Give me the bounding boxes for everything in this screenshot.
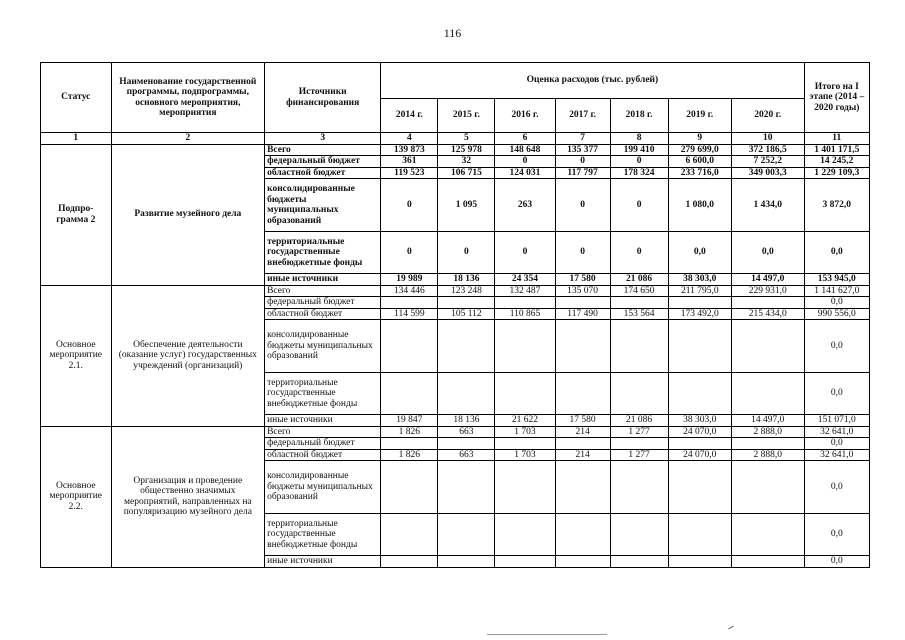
funding-source: областной бюджет (265, 167, 381, 179)
year-value: 148 648 (495, 144, 555, 156)
year-value: 233 716,0 (668, 167, 731, 179)
year-value: 349 003,3 (731, 167, 804, 179)
year-value (668, 373, 731, 415)
year-value (438, 320, 495, 373)
total-value: 0,0 (804, 320, 869, 373)
year-value: 2 888,0 (731, 449, 804, 461)
funding-source: федеральный бюджет (265, 297, 381, 309)
year-value (555, 514, 610, 556)
section-name: Развитие музейного дела (111, 144, 265, 285)
total-value: 1 401 171,5 (804, 144, 869, 156)
funding-source: консолидированные бюджеты муниципальных образований (265, 461, 381, 514)
funding-source: федеральный бюджет (265, 156, 381, 168)
table-row (41, 285, 870, 297)
year-value: 1 080,0 (668, 179, 731, 232)
year-value: 0 (555, 179, 610, 232)
year-value: 663 (438, 449, 495, 461)
year-value (555, 556, 610, 568)
total-value: 0,0 (804, 232, 869, 274)
year-value (668, 438, 731, 450)
table-row (41, 426, 870, 438)
year-value (731, 556, 804, 568)
year-value: 178 324 (610, 167, 668, 179)
total-value: 153 945,0 (804, 274, 869, 286)
header-total: Итого на I этапе (2014 – 2020 годы) (804, 63, 869, 133)
year-value: 123 248 (438, 285, 495, 297)
table-header (41, 63, 870, 145)
total-value: 32 641,0 (804, 426, 869, 438)
year-value: 14 497,0 (731, 415, 804, 427)
year-value: 0 (555, 156, 610, 168)
year-value: 1 277 (610, 449, 668, 461)
year-value: 1 703 (495, 426, 555, 438)
year-value (731, 320, 804, 373)
year-value (495, 320, 555, 373)
year-value (668, 556, 731, 568)
year-value: 106 715 (438, 167, 495, 179)
year-value: 17 580 (555, 415, 610, 427)
year-value: 1 826 (381, 449, 438, 461)
year-value (495, 556, 555, 568)
year-value: 214 (555, 449, 610, 461)
year-value (668, 320, 731, 373)
year-value (610, 461, 668, 514)
year-header: 2019 г. (668, 99, 731, 133)
funding-source: Всего (265, 285, 381, 297)
year-value: 372 186,5 (731, 144, 804, 156)
funding-source: областной бюджет (265, 449, 381, 461)
column-number: 8 (610, 133, 668, 145)
total-value: 32 641,0 (804, 449, 869, 461)
year-value: 153 564 (610, 308, 668, 320)
year-value (610, 373, 668, 415)
year-value (438, 461, 495, 514)
funding-source: иные источники (265, 415, 381, 427)
year-value (731, 514, 804, 556)
year-value: 117 490 (555, 308, 610, 320)
budget-table (40, 62, 870, 568)
year-value: 0 (610, 156, 668, 168)
column-number: 5 (438, 133, 495, 145)
section-status: Подпро-грамма 2 (41, 144, 112, 285)
year-value: 199 410 (610, 144, 668, 156)
year-value: 134 446 (381, 285, 438, 297)
year-value (495, 297, 555, 309)
funding-source: федеральный бюджет (265, 438, 381, 450)
funding-source: иные источники (265, 274, 381, 286)
column-number: 9 (668, 133, 731, 145)
year-value: 19 847 (381, 415, 438, 427)
column-number: 4 (381, 133, 438, 145)
year-value: 139 873 (381, 144, 438, 156)
year-header: 2014 г. (381, 99, 438, 133)
year-value: 24 070,0 (668, 426, 731, 438)
column-number: 2 (111, 133, 265, 145)
year-value: 18 136 (438, 274, 495, 286)
header-name: Наименование государственной программы, подпрограммы, основного мероприятия, мероприятия (111, 63, 265, 133)
year-value (555, 438, 610, 450)
year-value (381, 556, 438, 568)
year-value: 263 (495, 179, 555, 232)
table-row (41, 144, 870, 156)
year-value (495, 514, 555, 556)
year-value: 125 978 (438, 144, 495, 156)
year-header: 2015 г. (438, 99, 495, 133)
year-value: 214 (555, 426, 610, 438)
total-value: 0,0 (804, 461, 869, 514)
year-value (610, 438, 668, 450)
year-value (668, 514, 731, 556)
section-name: Организация и проведение общественно значимых мероприятий, направленных на популяризацию музейного дела (111, 426, 265, 567)
year-value (495, 373, 555, 415)
year-value: 173 492,0 (668, 308, 731, 320)
year-value: 0 (610, 179, 668, 232)
header-estimate: Оценка расходов (тыс. рублей) (381, 63, 804, 99)
year-value: 0 (381, 232, 438, 274)
year-value: 17 580 (555, 274, 610, 286)
year-value: 19 989 (381, 274, 438, 286)
year-value: 0 (438, 232, 495, 274)
year-value: 1 095 (438, 179, 495, 232)
year-value (668, 461, 731, 514)
total-value: 1 141 627,0 (804, 285, 869, 297)
year-value: 0 (555, 232, 610, 274)
year-value (495, 461, 555, 514)
year-value: 1 826 (381, 426, 438, 438)
year-value: 1 703 (495, 449, 555, 461)
year-value: 21 622 (495, 415, 555, 427)
year-value: 0,0 (668, 232, 731, 274)
year-value (438, 556, 495, 568)
year-header: 2017 г. (555, 99, 610, 133)
funding-source: консолидированные бюджеты муниципальных образований (265, 320, 381, 373)
year-value: 124 031 (495, 167, 555, 179)
total-value: 151 071,0 (804, 415, 869, 427)
year-value: 215 434,0 (731, 308, 804, 320)
column-number: 10 (731, 133, 804, 145)
column-number: 11 (804, 133, 869, 145)
year-value (555, 297, 610, 309)
year-value (731, 297, 804, 309)
year-value: 132 487 (495, 285, 555, 297)
year-value: 32 (438, 156, 495, 168)
year-value (610, 297, 668, 309)
year-header: 2016 г. (495, 99, 555, 133)
page-number: 116 (443, 26, 462, 40)
year-value: 174 650 (610, 285, 668, 297)
year-value (495, 438, 555, 450)
year-value: 135 377 (555, 144, 610, 156)
year-value: 38 303,0 (668, 274, 731, 286)
funding-source: территориальные государственные внебюджетные фонды (265, 514, 381, 556)
year-value (438, 297, 495, 309)
year-value: 0 (495, 232, 555, 274)
year-value (731, 461, 804, 514)
year-value: 18 136 (438, 415, 495, 427)
year-value (381, 297, 438, 309)
table-body (41, 144, 870, 567)
year-value: 24 070,0 (668, 449, 731, 461)
year-value: 361 (381, 156, 438, 168)
year-value: 1 277 (610, 426, 668, 438)
total-value: 14 245,2 (804, 156, 869, 168)
funding-source: территориальные государственные внебюджетные фонды (265, 232, 381, 274)
year-value: 21 086 (610, 415, 668, 427)
year-value (555, 461, 610, 514)
column-number: 3 (265, 133, 381, 145)
year-value: 663 (438, 426, 495, 438)
year-value: 2 888,0 (731, 426, 804, 438)
year-value (381, 438, 438, 450)
section-status: Основное мероприятие 2.2. (41, 426, 112, 567)
section-status: Основное мероприятие 2.1. (41, 285, 112, 426)
column-number: 6 (495, 133, 555, 145)
year-value: 7 252,2 (731, 156, 804, 168)
year-value: 0 (381, 179, 438, 232)
total-value: 0,0 (804, 438, 869, 450)
year-value: 0 (495, 156, 555, 168)
year-value: 21 086 (610, 274, 668, 286)
year-value: 14 497,0 (731, 274, 804, 286)
year-value: 119 523 (381, 167, 438, 179)
year-value (381, 373, 438, 415)
header-status: Статус (41, 63, 112, 133)
year-value (381, 514, 438, 556)
total-value: 0,0 (804, 373, 869, 415)
column-numbers-row (41, 133, 870, 145)
funding-source: территориальные государственные внебюджетные фонды (265, 373, 381, 415)
year-value: 229 931,0 (731, 285, 804, 297)
column-number: 7 (555, 133, 610, 145)
total-value: 3 872,0 (804, 179, 869, 232)
year-value: 110 865 (495, 308, 555, 320)
year-value: 24 354 (495, 274, 555, 286)
year-value (555, 373, 610, 415)
year-value (555, 320, 610, 373)
year-value: 0 (610, 232, 668, 274)
funding-source: иные источники (265, 556, 381, 568)
funding-source: консолидированные бюджеты муниципальных образований (265, 179, 381, 232)
scan-mark (487, 634, 607, 635)
year-value (731, 438, 804, 450)
funding-source: Всего (265, 426, 381, 438)
year-value (381, 461, 438, 514)
year-value: 1 434,0 (731, 179, 804, 232)
header-sources: Источники финансирования (265, 63, 381, 133)
year-value (438, 438, 495, 450)
year-value (610, 556, 668, 568)
total-value: 0,0 (804, 297, 869, 309)
year-value: 38 303,0 (668, 415, 731, 427)
column-number: 1 (41, 133, 112, 145)
total-value: 990 556,0 (804, 308, 869, 320)
year-value (610, 514, 668, 556)
funding-source: Всего (265, 144, 381, 156)
year-value: 211 795,0 (668, 285, 731, 297)
year-header: 2020 г. (731, 99, 804, 133)
year-value: 135 070 (555, 285, 610, 297)
year-value (668, 297, 731, 309)
scan-tick (728, 626, 734, 630)
year-value (438, 373, 495, 415)
total-value: 1 229 109,3 (804, 167, 869, 179)
year-value: 117 797 (555, 167, 610, 179)
total-value: 0,0 (804, 556, 869, 568)
year-value: 6 600,0 (668, 156, 731, 168)
section-name: Обеспечение деятельности (оказание услуг) государственных учреждений (организаций) (111, 285, 265, 426)
year-value: 105 112 (438, 308, 495, 320)
year-value (438, 514, 495, 556)
year-value (610, 320, 668, 373)
year-value: 114 599 (381, 308, 438, 320)
year-value: 279 699,0 (668, 144, 731, 156)
year-value (731, 373, 804, 415)
year-header: 2018 г. (610, 99, 668, 133)
year-value: 0,0 (731, 232, 804, 274)
year-value (381, 320, 438, 373)
funding-source: областной бюджет (265, 308, 381, 320)
total-value: 0,0 (804, 514, 869, 556)
